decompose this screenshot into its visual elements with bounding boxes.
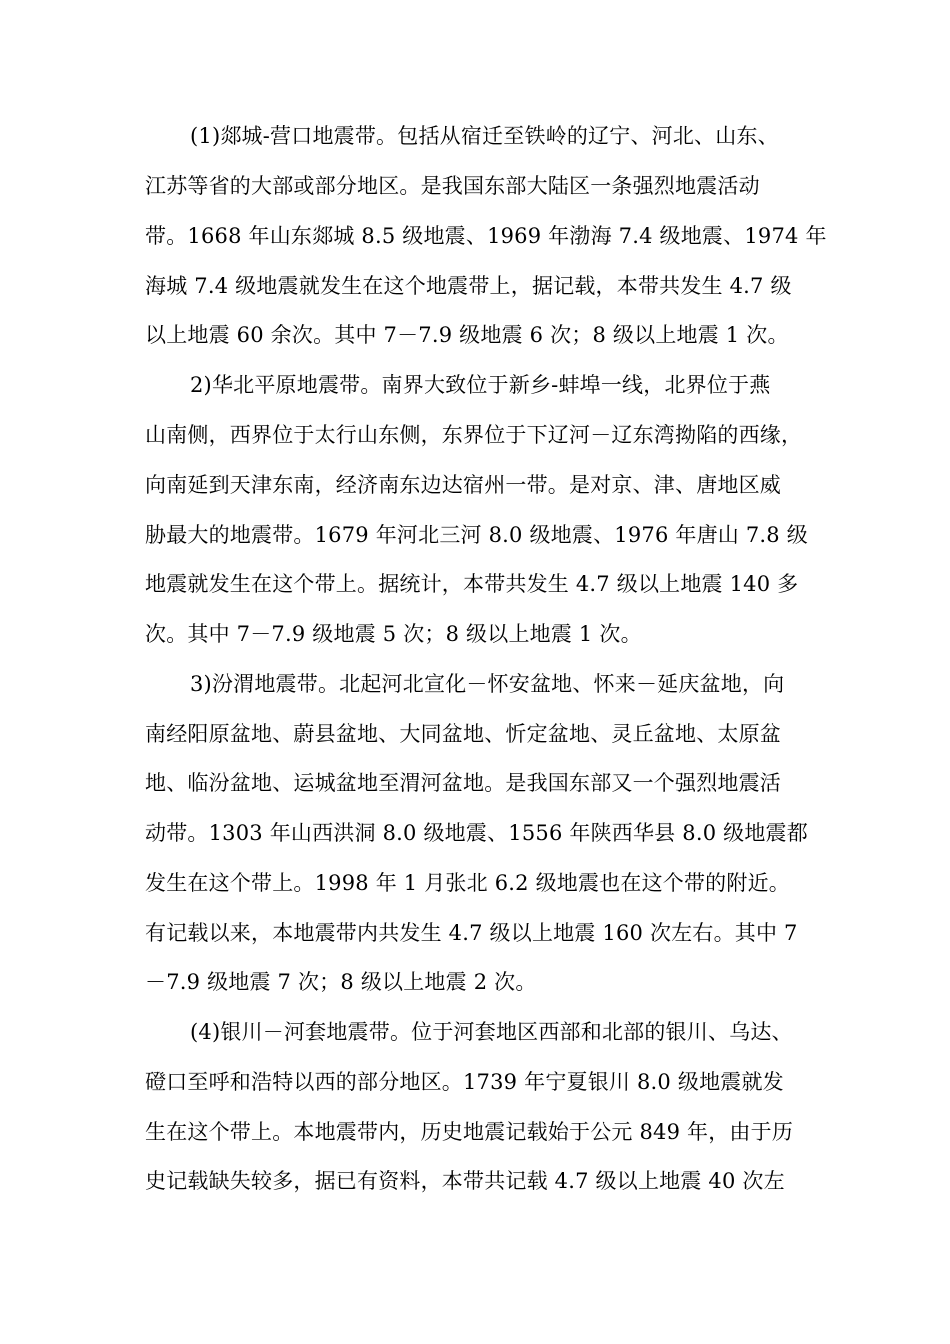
paragraph-2-line-5: 地震就发生在这个带上。据统计，本带共发生 4.7 级以上地震 140 多 [145, 572, 799, 596]
paragraph-2-line-4: 胁最大的地震带。1679 年河北三河 8.0 级地震、1976 年唐山 7.8 级 [145, 523, 808, 547]
paragraph-3-line-6: 有记载以来，本地震带内共发生 4.7 级以上地震 160 次左右。其中 7 [145, 921, 798, 945]
paragraph-3-line-7: －7.9 级地震 7 次；8 级以上地震 2 次。 [145, 970, 537, 994]
paragraph-2-line-2: 山南侧，西界位于太行山东侧，东界位于下辽河－辽东湾拗陷的西缘， [145, 423, 803, 447]
paragraph-1-line-1: (1)郯城-营口地震带。包括从宿迁至铁岭的辽宁、河北、山东、 [190, 124, 779, 148]
paragraph-3-line-2: 南经阳原盆地、蔚县盆地、大同盆地、忻定盆地、灵丘盆地、太原盆 [145, 722, 781, 746]
paragraph-1-line-3: 带。1668 年山东郯城 8.5 级地震、1969 年渤海 7.4 级地震、1974 年 [145, 224, 827, 248]
paragraph-1-line-4: 海城 7.4 级地震就发生在这个地震带上，据记载，本带共发生 4.7 级 [145, 274, 792, 298]
paragraph-1-line-5: 以上地震 60 余次。其中 7－7.9 级地震 6 次；8 级以上地震 1 次。 [145, 323, 789, 347]
paragraph-2-line-6: 次。其中 7－7.9 级地震 5 次；8 级以上地震 1 次。 [145, 622, 642, 646]
paragraph-4-line-4: 史记载缺失较多，据已有资料，本带共记载 4.7 级以上地震 40 次左 [145, 1169, 785, 1193]
paragraph-4-line-1: (4)银川－河套地震带。位于河套地区西部和北部的银川、乌达、 [190, 1020, 793, 1044]
paragraph-2-line-3: 向南延到天津东南，经济南东边达宿州一带。是对京、津、唐地区威 [145, 473, 781, 497]
paragraph-1-line-2: 江苏等省的大部或部分地区。是我国东部大陆区一条强烈地震活动 [145, 174, 760, 198]
paragraph-4-line-2: 磴口至呼和浩特以西的部分地区。1739 年宁夏银川 8.0 级地震就发 [145, 1070, 784, 1094]
paragraph-4-line-3: 生在这个带上。本地震带内，历史地震记载始于公元 849 年，由于历 [145, 1120, 794, 1144]
paragraph-3-line-5: 发生在这个带上。1998 年 1 月张北 6.2 级地震也在这个带的附近。 [145, 871, 790, 895]
paragraph-3-line-4: 动带。1303 年山西洪洞 8.0 级地震、1556 年陕西华县 8.0 级地震都 [145, 821, 808, 845]
paragraph-2-line-1: 2)华北平原地震带。南界大致位于新乡-蚌埠一线，北界位于燕 [190, 373, 771, 397]
paragraph-3-line-3: 地、临汾盆地、运城盆地至渭河盆地。是我国东部又一个强烈地震活 [145, 771, 781, 795]
paragraph-3-line-1: 3)汾渭地震带。北起河北宣化－怀安盆地、怀来－延庆盆地，向 [190, 672, 785, 696]
